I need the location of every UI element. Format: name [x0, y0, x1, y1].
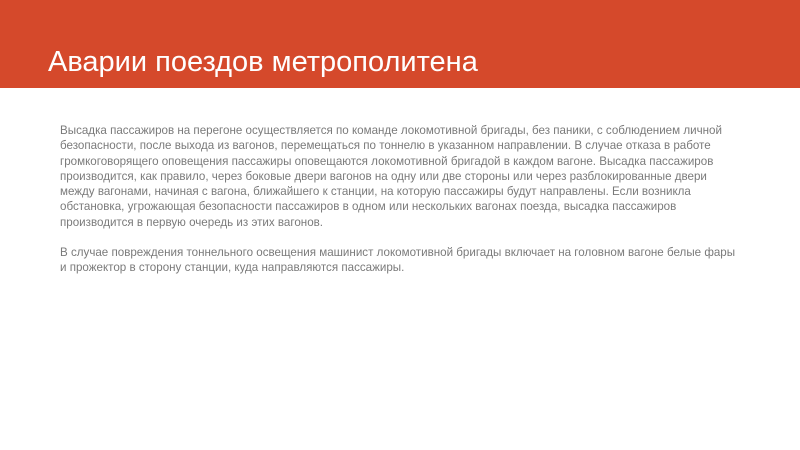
slide-title: Аварии поездов метрополитена — [48, 46, 478, 78]
slide-body — [60, 123, 740, 291]
body-paragraph: Высадка пассажиров на перегоне осуществляется по команде локомотивной бригады, без паники, с соблюдением личной безопасности, после выхода из вагонов, перемещаться по тоннелю в указанном направлении. В случае отказа в работе громкоговорящего оповещения пассажиры оповещаются локомотивной бригадой в каждом вагоне. Высадка пассажиров производится, как правило, через боковые двери вагонов на одну или две стороны или через разблокированные двери между вагонами, начиная с вагона, ближайшего к станции, на которую пассажиры будут направлены. Если возникла обстановка, угрожающая безопасности пассажиров в одном или нескольких вагонах поезда, высадка пассажиров производится в первую очередь из этих вагонов. — [60, 124, 722, 229]
body-paragraph: В случае повреждения тоннельного освещения машинист локомотивной бригады включает на головном вагоне белые фары и прожектор в сторону станции, куда направляются пассажиры. — [60, 246, 736, 275]
title-header-band — [0, 0, 800, 88]
